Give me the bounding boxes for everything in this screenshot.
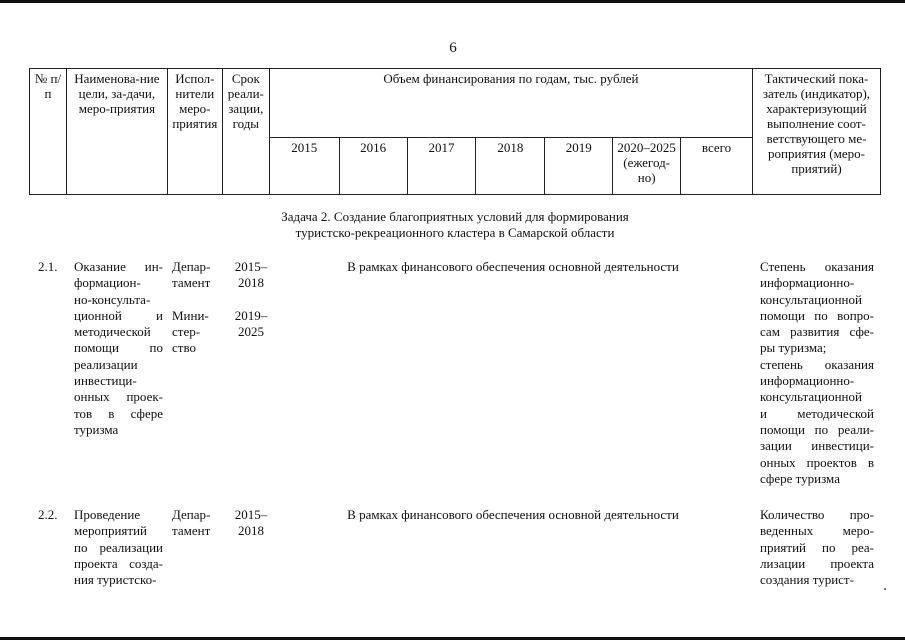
cell-line: консультационной <box>760 291 862 307</box>
cell-line: помощи по реали- <box>760 421 874 437</box>
cell-line: ния туристско- <box>74 572 157 588</box>
scan-speck <box>884 588 886 590</box>
cell-line: сам развития сфе- <box>760 324 874 340</box>
cell-line: но-консульта- <box>74 291 151 307</box>
row-2-1-number: 2.1. <box>38 259 58 274</box>
year-2016: 2016 <box>339 138 407 195</box>
cell-line: сфере туризма <box>760 470 840 486</box>
header-term: Срок реали-зации, годы <box>222 69 269 195</box>
year-2020-2025: 2020–2025 (ежегод-но) <box>613 138 681 195</box>
year-2015: 2015 <box>269 138 339 195</box>
cell-line: туризма <box>74 421 119 437</box>
cell-line: Депар- <box>172 259 211 274</box>
cell-line: зации инвестици- <box>760 438 874 454</box>
cell-line: 2015– <box>234 507 268 522</box>
cell-line: веденных меро- <box>760 523 874 539</box>
cell-line: мероприятий <box>74 523 147 539</box>
cell-line: и методической <box>760 405 874 421</box>
cell-line: 2025 <box>238 324 264 340</box>
page-number: 6 <box>449 40 457 56</box>
row-2-2-number: 2.2. <box>38 507 58 522</box>
cell-line: Количество про- <box>760 507 874 522</box>
cell-line <box>230 292 272 308</box>
cell-line: 2019– <box>234 307 268 323</box>
cell-line: инвестици- <box>74 373 137 389</box>
task-heading <box>200 209 710 241</box>
cell-line: консультационной <box>760 389 862 405</box>
cell-line: Оказание ин- <box>74 259 163 274</box>
header-number: № п/п <box>30 69 67 195</box>
cell-line: тамент <box>172 523 211 539</box>
cell-line: стер- <box>172 324 201 340</box>
row-2-2-funding: В рамках финансового обеспечения основной деятельности <box>347 507 679 522</box>
header-indicator: Тактический пока-затель (индикатор), характеризующий выполнение соот-ветствующего ме-роприятия (меро-приятий) <box>752 69 880 195</box>
row-2-2-executors <box>172 507 222 540</box>
year-2017: 2017 <box>407 138 476 195</box>
cell-line: реализации <box>74 356 138 372</box>
top-border <box>0 0 905 3</box>
row-2-1-name <box>74 259 163 438</box>
year-2019: 2019 <box>545 138 613 195</box>
cell-line: тов в сфере <box>74 405 163 421</box>
cell-line: Мини- <box>172 307 209 323</box>
cell-line: проекта созда- <box>74 555 163 571</box>
cell-line: 2018 <box>238 275 264 291</box>
cell-line: помощи по вопро- <box>760 307 874 323</box>
cell-line: Степень оказания <box>760 259 874 274</box>
task-heading-line-1: Задача 2. Создание благоприятных условий для формирования <box>281 209 629 224</box>
cell-line <box>172 292 222 308</box>
year-2018: 2018 <box>476 138 545 195</box>
year-total: всего <box>681 138 753 195</box>
cell-line: формацион- <box>74 275 141 291</box>
header-funding: Объем финансирования по годам, тыс. рублей <box>269 69 752 138</box>
cell-line: степень оказания <box>760 356 874 372</box>
task-heading-line-2: туристско-рекреационного кластера в Самарской области <box>295 225 615 240</box>
row-2-1-funding: В рамках финансового обеспечения основной деятельности <box>347 259 679 274</box>
cell-line: приятий по реа- <box>760 539 874 555</box>
cell-line: ство <box>172 340 197 356</box>
header-name: Наименова-ние цели, за-дачи, меро-приятия <box>66 69 167 195</box>
cell-line: лизации проекта <box>760 555 874 571</box>
cell-line: Депар- <box>172 507 211 522</box>
cell-line: по реализации <box>74 539 163 555</box>
row-2-1-executors <box>172 259 222 357</box>
row-2-1-indicator <box>760 259 874 487</box>
cell-line: Проведение <box>74 507 141 522</box>
cell-line: ры туризма; <box>760 340 827 356</box>
header-executors: Испол-нители меро-приятия <box>167 69 222 195</box>
cell-line: онных проектов в <box>760 454 874 470</box>
cell-line: помощи по <box>74 340 163 356</box>
row-2-2-indicator <box>760 507 874 588</box>
cell-line: онных проек- <box>74 389 163 405</box>
row-2-2-term <box>230 507 272 540</box>
cell-line: 2015– <box>234 259 268 274</box>
cell-line: методической <box>74 324 151 340</box>
cell-line: информационно- <box>760 373 855 389</box>
cell-line: тамент <box>172 275 211 291</box>
cell-line: создания турист- <box>760 572 854 588</box>
cell-line: 2018 <box>238 523 264 539</box>
row-2-2-name <box>74 507 163 588</box>
cell-line: ционной и <box>74 307 163 323</box>
cell-line: информационно- <box>760 275 855 291</box>
header-table <box>29 68 881 195</box>
row-2-1-term <box>230 259 272 340</box>
